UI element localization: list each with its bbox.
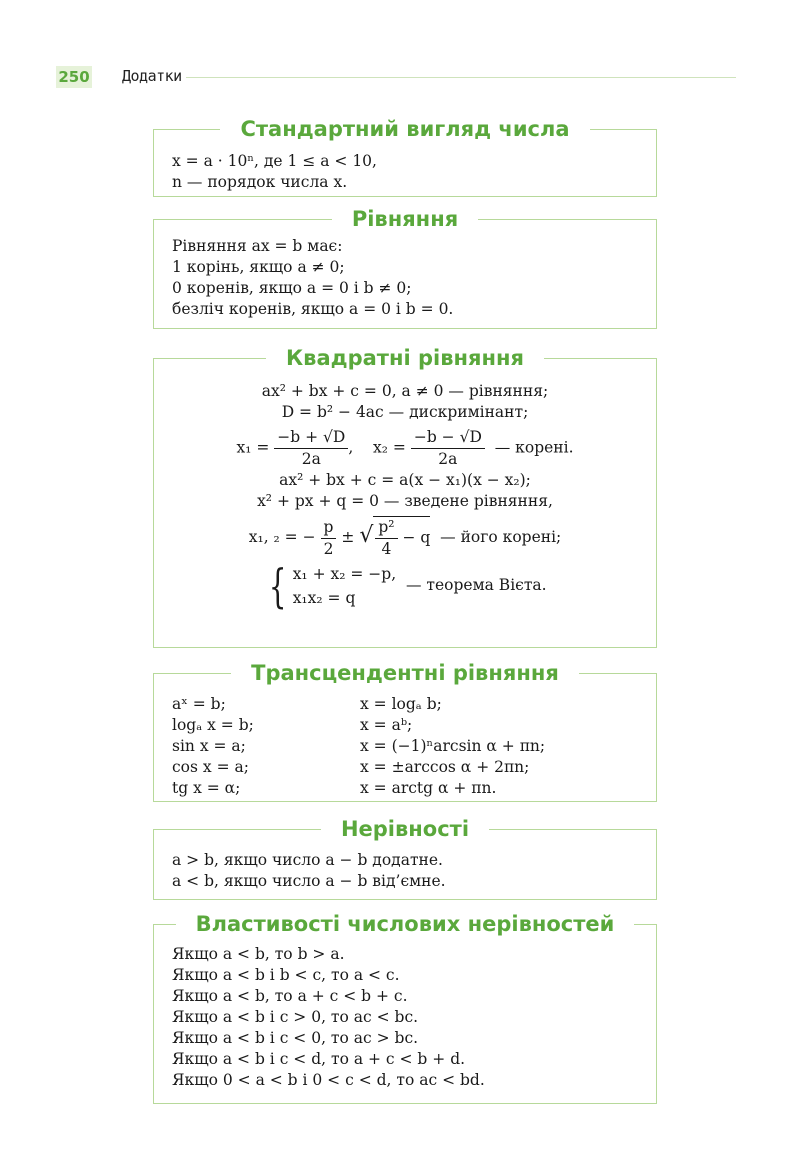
reduced-label: x₁, ₂ = − xyxy=(248,528,316,546)
quadratic-title: Квадратні рівняння xyxy=(266,346,544,370)
properties-box xyxy=(153,912,657,1104)
transcendental-title: Трансцендентні рівняння xyxy=(231,661,579,685)
quadratic-line: x² + px + q = 0 — зведене рівняння, xyxy=(257,492,553,510)
transcendental-row xyxy=(172,757,642,778)
vieta-eq1: x₁ + x₂ = −p, xyxy=(292,565,397,583)
row-right: x = logₐ b; xyxy=(360,695,442,713)
inequalities-line: a < b, якщо число a − b від’ємне. xyxy=(172,872,446,890)
x1-denominator: 2a xyxy=(301,450,321,468)
row-right: x = arctg α + πn. xyxy=(360,779,497,797)
property-line: Якщо a < b і c > 0, то ac < bc. xyxy=(172,1008,419,1026)
box-title xyxy=(154,344,656,372)
brace-symbol: { xyxy=(269,559,287,613)
row-left: tg x = α; xyxy=(172,779,241,797)
sqrt-sign: √ xyxy=(359,523,374,548)
inequalities-box xyxy=(153,817,657,900)
box-title xyxy=(154,115,656,143)
equations-title: Рівняння xyxy=(332,207,478,231)
property-line: Якщо a < b і c < 0, то ac > bc. xyxy=(172,1029,419,1047)
equations-line: безліч коренів, якщо a = 0 і b = 0. xyxy=(172,300,454,318)
equations-line: Рівняння ax = b має: xyxy=(172,237,343,255)
property-line: Якщо a < b і b < c, то a < c. xyxy=(172,966,400,984)
four-denominator: 4 xyxy=(381,540,392,558)
transcendental-row xyxy=(172,778,642,799)
page-number: 250 xyxy=(56,66,92,88)
quadratic-box xyxy=(153,346,657,648)
box-title xyxy=(154,910,656,938)
page-header xyxy=(56,66,736,88)
header-divider xyxy=(186,77,736,78)
standard-form-box xyxy=(153,117,657,197)
x2-fraction xyxy=(411,427,485,470)
property-line: Якщо a < b, то a + c < b + c. xyxy=(172,987,408,1005)
minus-q: − q xyxy=(402,528,431,547)
inequalities-line: a > b, якщо число a − b додатне. xyxy=(172,851,443,869)
standard-form-line: x = a · 10ⁿ, де 1 ≤ a < 10, xyxy=(172,152,377,170)
inequalities-title: Нерівності xyxy=(321,817,489,841)
roots-suffix: — корені. xyxy=(494,438,574,457)
standard-form-title: Стандартний вигляд числа xyxy=(220,117,589,141)
row-left: aˣ = b; xyxy=(172,695,226,713)
sqrt-radicand xyxy=(373,516,430,560)
plus-minus: ± xyxy=(341,528,355,546)
properties-title: Властивості числових нерівностей xyxy=(176,912,635,936)
row-right: x = aᵇ; xyxy=(360,716,413,734)
x2-numerator: −b − √D xyxy=(411,427,485,449)
equations-line: 1 корінь, якщо a ≠ 0; xyxy=(172,258,345,276)
quadratic-roots xyxy=(162,427,648,470)
p2-numerator: p² xyxy=(375,517,397,539)
vieta-theorem xyxy=(162,559,648,613)
transcendental-row xyxy=(172,694,642,715)
property-line: Якщо a < b і c < d, то a + c < b + d. xyxy=(172,1050,466,1068)
p-numerator: p xyxy=(321,517,337,539)
box-title xyxy=(154,205,656,233)
vieta-suffix: — теорема Вієта. xyxy=(405,576,547,594)
p2-over-4 xyxy=(375,517,397,560)
reduced-roots xyxy=(162,516,648,560)
box-title xyxy=(154,815,656,843)
box-title xyxy=(154,659,656,687)
quadratic-line: D = b² − 4ac — дискримінант; xyxy=(281,403,529,421)
row-left: logₐ x = b; xyxy=(172,716,254,734)
property-line: Якщо a < b, то b > a. xyxy=(172,945,345,963)
transcendental-row xyxy=(172,715,642,736)
property-line: Якщо 0 < a < b і 0 < c < d, то ac < bd. xyxy=(172,1071,485,1089)
p-over-2 xyxy=(321,517,337,560)
quadratic-line: ax² + bx + c = 0, a ≠ 0 — рівняння; xyxy=(261,382,549,400)
row-right: x = ±arccos α + 2πn; xyxy=(360,758,530,776)
row-left: cos x = a; xyxy=(172,758,249,776)
x1-label: x₁ = xyxy=(236,438,270,457)
reduced-suffix: — його корені; xyxy=(440,528,562,546)
x1-fraction xyxy=(274,427,348,470)
roots-comma: , xyxy=(348,438,354,457)
section-name: Додатки xyxy=(122,67,182,85)
transcendental-row xyxy=(172,736,642,757)
vieta-system xyxy=(293,562,396,610)
standard-form-line: n — порядок числа x. xyxy=(172,173,348,191)
two-denominator: 2 xyxy=(323,539,334,558)
row-left: sin x = a; xyxy=(172,737,246,755)
x2-denominator: 2a xyxy=(438,450,458,468)
equations-line: 0 коренів, якщо a = 0 і b ≠ 0; xyxy=(172,279,412,297)
vieta-eq2: x₁x₂ = q xyxy=(292,589,356,607)
quadratic-line: ax² + bx + c = a(x − x₁)(x − x₂); xyxy=(279,471,531,489)
x2-label: x₂ = xyxy=(373,438,406,457)
equations-box xyxy=(153,207,657,329)
x1-numerator: −b + √D xyxy=(274,427,348,449)
row-right: x = (−1)ⁿarcsin α + πn; xyxy=(360,737,546,755)
transcendental-box xyxy=(153,661,657,802)
